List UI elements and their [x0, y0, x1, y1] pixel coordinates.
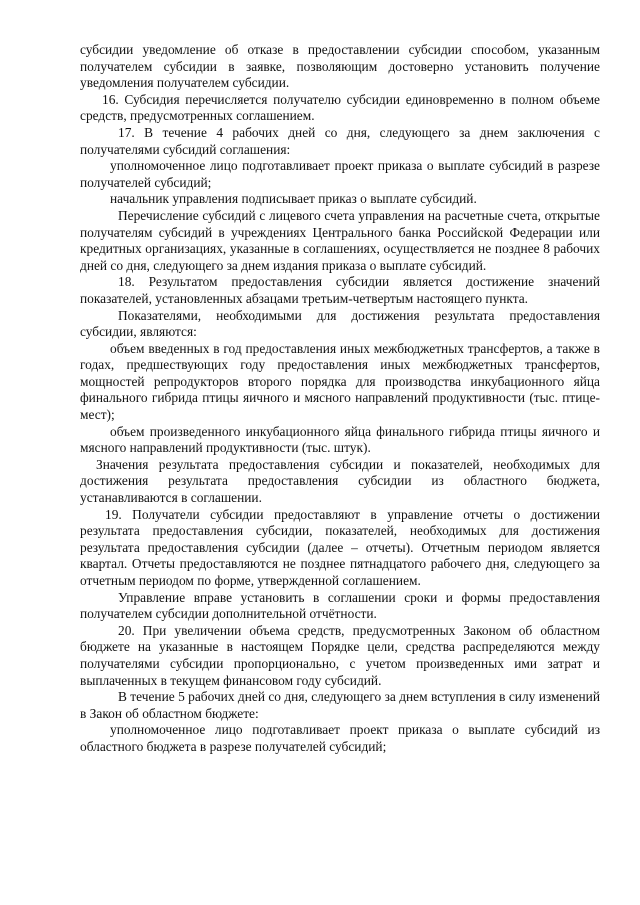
paragraph: уполномоченное лицо подготавливает проект приказа о выплате субсидий в разрезе получателей субсидий;	[80, 158, 600, 190]
paragraph: 19. Получатели субсидии предоставляют в управление отчеты о достижении результата предоставления субсидии, показателей, необходимых для достижения результата предоставления субсидии (далее – отчеты). Отчетным периодом является квартал. Отчеты предоставляются не позднее пятнадцатого рабочего дня, следующего за отчетным периодом по форме, утвержденной соглашением.	[80, 506, 600, 588]
paragraph: 18. Результатом предоставления субсидии является достижение значений показателей, установленных абзацами третьим-четвертым настоящего пункта.	[80, 274, 600, 306]
paragraph: уполномоченное лицо подготавливает проект приказа о выплате субсидий из областного бюджета в разрезе получателей субсидий;	[80, 722, 600, 754]
paragraph: 20. При увеличении объема средств, предусмотренных Законом об областном бюджете на указанные в настоящем Порядке цели, средства распределяются между получателями субсидии пропорционально, с учетом произведенных ими затрат и выплаченных в текущем финансовом году субсидий.	[80, 622, 600, 688]
paragraph: Показателями, необходимыми для достижения результата предоставления субсидии, являются:	[80, 307, 600, 340]
document-body	[80, 42, 600, 756]
paragraph: Значения результата предоставления субсидии и показателей, необходимых для достижения результата предоставления субсидии из областного бюджета, устанавливаются в соглашении.	[80, 456, 600, 506]
paragraph: объем произведенного инкубационного яйца финального гибрида птицы яичного и мясного направлений продуктивности (тыс. штук).	[80, 423, 600, 456]
paragraph: объем введенных в год предоставления иных межбюджетных трансфертов, а также в годах, предшествующих году предоставления иных межбюджетных трансфертов, мощностей репродукторов второго порядка для производства инкубационного яйца финального гибрида птицы яичного и мясного направлений продуктивности (тыс. птице-мест);	[80, 340, 600, 423]
paragraph: В течение 5 рабочих дней со дня, следующего за днем вступления в силу изменений в Закон об областном бюджете:	[80, 689, 600, 721]
paragraph: Перечисление субсидий с лицевого счета управления на расчетные счета, открытые получателям субсидий в учреждениях Центрального банка Российской Федерации или кредитных организациях, указанные в соглашениях, осуществляется не позднее 8 рабочих дней со дня, следующего за днем издания приказа о выплате субсидий.	[80, 207, 600, 273]
paragraph: начальник управления подписывает приказ о выплате субсидий.	[110, 191, 477, 207]
paragraph: 17. В течение 4 рабочих дней со дня, следующего за днем заключения с получателями субсидий соглашения:	[80, 124, 600, 157]
paragraph: Управление вправе установить в соглашении сроки и формы предоставления получателем субсидии дополнительной отчётности.	[80, 589, 600, 622]
paragraph: субсидии уведомление об отказе в предоставлении субсидии способом, указанным получателем субсидии в заявке, позволяющим достоверно установить получение уведомления получателем субсидии.	[80, 42, 600, 91]
paragraph: 16. Субсидия перечисляется получателю субсидии единовременно в полном объеме средств, предусмотренных соглашением.	[80, 91, 600, 124]
